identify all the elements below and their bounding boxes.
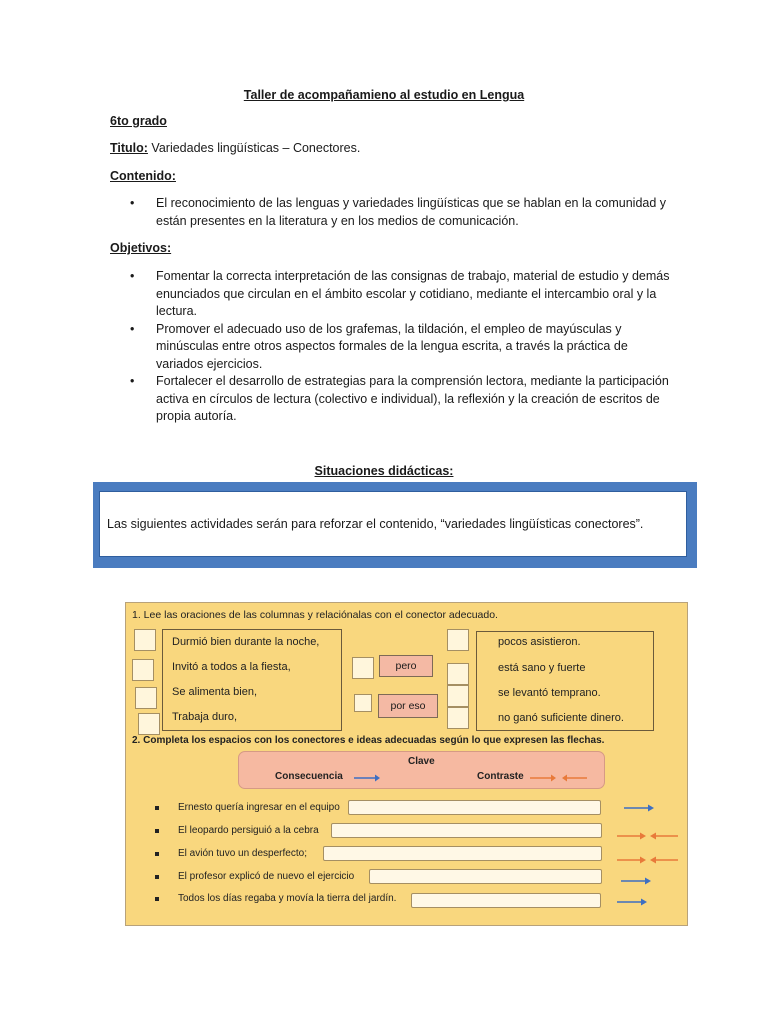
answer-box[interactable] [447,685,469,707]
arrow-right-icon [353,773,381,783]
right-item: pocos asistieron. [498,636,581,648]
key-contraste: Contraste [477,771,524,782]
bullet-icon: • [130,196,135,210]
right-column [476,631,654,731]
contenido-list [130,195,670,230]
bullet-icon [155,852,159,856]
bullet-icon: • [130,321,135,336]
answer-box[interactable] [447,707,469,729]
arrow-contrast-icon [529,773,589,783]
arrow-right-icon [620,876,652,886]
blank-line[interactable] [331,823,602,838]
key-title: Clave [408,756,435,767]
titulo-line [110,140,360,158]
arrow-contrast-icon [616,855,680,865]
document-title: Taller de acompañamieno al estudio en Lengua [243,88,525,102]
arrow-right-icon [623,803,655,813]
objetivos-heading: Objetivos: [110,241,172,255]
left-item: Trabaja duro, [172,711,238,723]
grade-heading: 6to grado [110,114,167,128]
objetivos-list [130,268,670,426]
situaciones-heading: Situaciones didácticas: [314,464,454,478]
bullet-icon [155,875,159,879]
answer-box[interactable] [134,629,156,651]
list-item: • Fortalecer el desarrollo de estrategias para la comprensión lectora, mediante la participación activa en círculos de lectura (colectivo e individual), la reflexión y la creación de escritos de propia autoría. [130,374,669,423]
blank-line[interactable] [411,893,601,908]
titulo-label: Titulo: [110,141,148,155]
answer-box[interactable] [138,713,160,735]
question-2: 2. Completa los espacios con los conectores e ideas adecuadas según lo que expresen las flechas. [132,735,605,746]
sentence: Todos los días regaba y movía la tierra del jardín. [178,893,397,904]
answer-box[interactable] [352,657,374,679]
activity-box [93,482,697,568]
right-item: está sano y fuerte [498,662,586,674]
sentence: El avión tuvo un desperfecto; [178,848,307,859]
answer-box[interactable] [132,659,154,681]
right-item: se levantó temprano. [498,687,601,699]
blank-line[interactable] [348,800,601,815]
answer-box[interactable] [135,687,157,709]
bullet-icon [155,829,159,833]
list-item: • El reconocimiento de las lenguas y variedades lingüísticas que se hablan en la comunidad y están presentes en la literatura y en los medios de comunicación. [130,196,667,228]
left-item: Invitó a todos a la fiesta, [172,661,291,673]
exercise-sheet [125,602,688,926]
arrow-right-icon [616,897,648,907]
left-item: Se alimenta bien, [172,686,257,698]
connector-pero: pero [379,655,433,677]
right-item: no ganó suficiente dinero. [498,712,624,724]
key-legend [238,751,605,789]
answer-box[interactable] [447,629,469,651]
titulo-value: Variedades lingüísticas – Conectores. [147,141,361,155]
activity-box-text: Las siguientes actividades serán para reforzar el contenido, “variedades lingüísticas conectores”. [107,517,644,531]
left-column [162,629,342,731]
key-consecuencia: Consecuencia [275,771,343,782]
list-item: • Fomentar la correcta interpretación de las consignas de trabajo, material de estudio y demás enunciados que circulan en el ámbito escolar y cotidiano, mediante el intercambio oral y la lectura. [130,269,670,318]
left-item: Durmió bien durante la noche, [172,636,320,648]
bullet-icon: • [130,269,135,283]
sentence: Ernesto quería ingresar en el equipo [178,802,340,813]
activity-box-inner [99,491,687,557]
sentence: El leopardo persiguió a la cebra [178,825,319,836]
answer-box[interactable] [447,663,469,685]
blank-line[interactable] [323,846,602,861]
question-1: 1. Lee las oraciones de las columnas y relaciónalas con el conector adecuado. [132,609,498,621]
answer-box[interactable] [354,694,372,712]
bullet-icon [155,806,159,810]
connector-por-eso: por eso [378,694,438,718]
list-item: • Promover el adecuado uso de los grafemas, la tildación, el empleo de mayúsculas y minúsculas entre otros aspectos formales de la lengua escrita, a través la práctica de variados ejercicios. [130,321,628,371]
contenido-heading: Contenido: [110,169,176,183]
arrow-contrast-icon [616,831,680,841]
blank-line[interactable] [369,869,602,884]
bullet-icon [155,897,159,901]
sentence: El profesor explicó de nuevo el ejercicio [178,871,355,882]
bullet-icon: • [130,374,135,388]
